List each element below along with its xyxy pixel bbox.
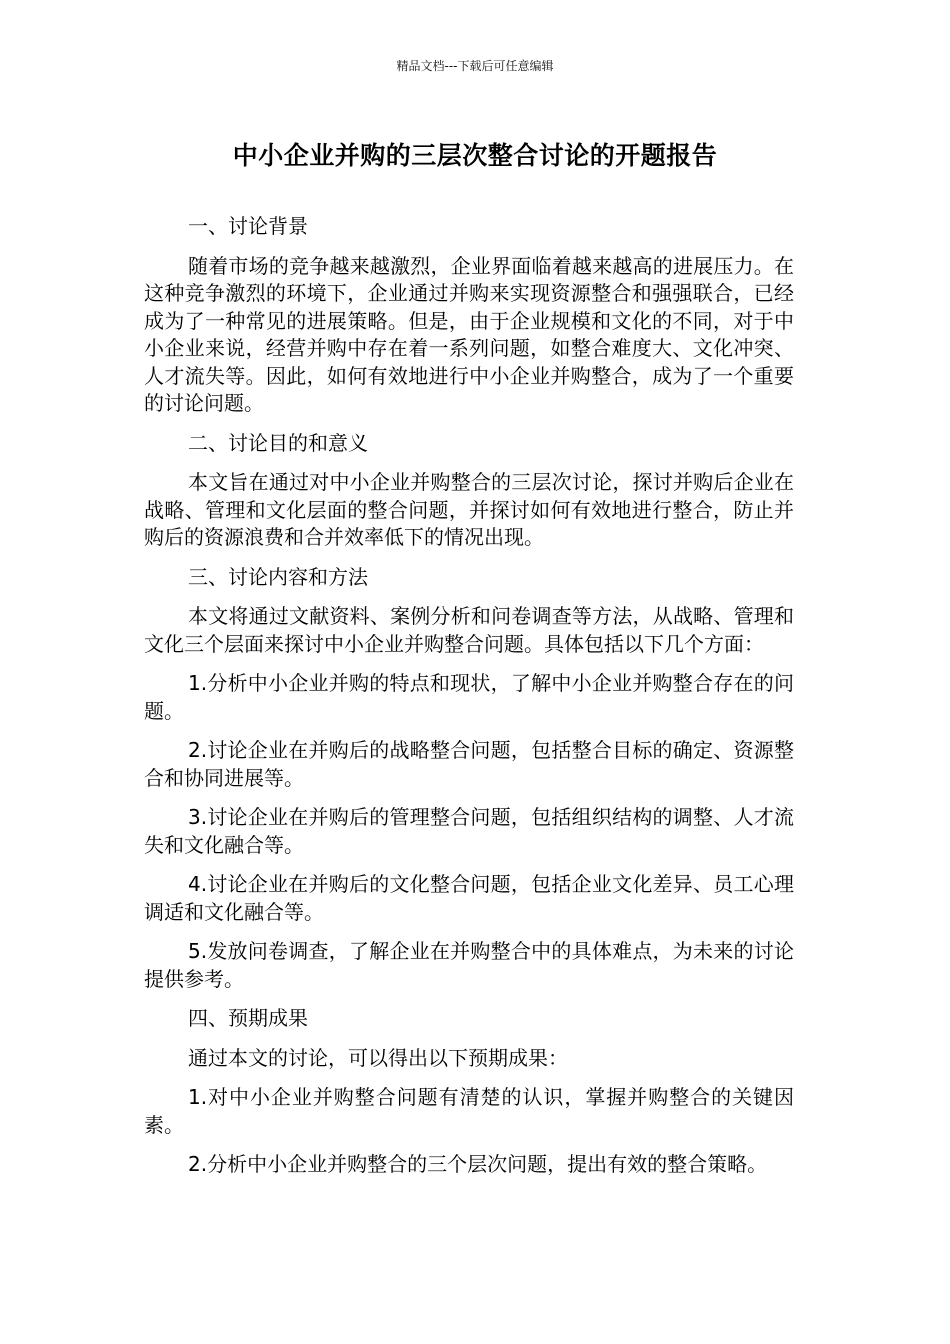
section-heading-expected-results: 四、预期成果 bbox=[188, 1006, 308, 1030]
paragraph-background: 随着市场的竞争越来越激烈，企业界面临着越来越高的进展压力。在这种竞争激烈的环境下，企业通过并购来实现资源整合和强强联合，已经成为了一种常见的进展策略。但是，由于企业规模和文化的不同，对于中小企业来说，经营并购中存在着一系列问题，如整合难度大、文化冲突、人才流失等。因此，如何有效地进行中小企业并购整合，成为了一个重要的讨论问题。 bbox=[144, 253, 794, 415]
result-item-2: 2.分析中小企业并购整合的三个层次问题，提出有效的整合策略。 bbox=[188, 1152, 768, 1176]
result-item-1: 1.对中小企业并购整合问题有清楚的认识，掌握并购整合的关键因素。 bbox=[144, 1085, 794, 1137]
list-item-2: 2.讨论企业在并购后的战略整合问题，包括整合目标的确定、资源整合和协同进展等。 bbox=[144, 738, 794, 790]
section-heading-purpose: 二、讨论目的和意义 bbox=[188, 430, 368, 455]
document-body bbox=[144, 213, 794, 1191]
list-item-1: 1.分析中小企业并购的特点和现状，了解中小企业并购整合存在的问题。 bbox=[144, 671, 794, 723]
document-title: 中小企业并购的三层次整合讨论的开题报告 bbox=[232, 141, 718, 170]
paragraph-content-method: 本文将通过文献资料、案例分析和问卷调查等方法，从战略、管理和文化三个层面来探讨中小企业并购整合问题。具体包括以下几个方面： bbox=[144, 604, 794, 656]
paragraph-expected-results-intro: 通过本文的讨论，可以得出以下预期成果： bbox=[188, 1045, 568, 1070]
section-heading-content-method: 三、讨论内容和方法 bbox=[188, 564, 368, 589]
list-item-5: 5.发放问卷调查，了解企业在并购整合中的具体难点，为未来的讨论提供参考。 bbox=[144, 939, 794, 991]
header-note: 精品文档---下载后可任意编辑 bbox=[396, 59, 554, 73]
list-item-3: 3.讨论企业在并购后的管理整合问题，包括组织结构的调整、人才流失和文化融合等。 bbox=[144, 805, 794, 857]
paragraph-purpose: 本文旨在通过对中小企业并购整合的三层次讨论，探讨并购后企业在战略、管理和文化层面的整合问题，并探讨如何有效地进行整合，防止并购后的资源浪费和合并效率低下的情况出现。 bbox=[144, 470, 794, 549]
list-item-4: 4.讨论企业在并购后的文化整合问题，包括企业文化差异、员工心理调适和文化融合等。 bbox=[144, 872, 794, 924]
section-heading-background: 一、讨论背景 bbox=[188, 214, 308, 238]
